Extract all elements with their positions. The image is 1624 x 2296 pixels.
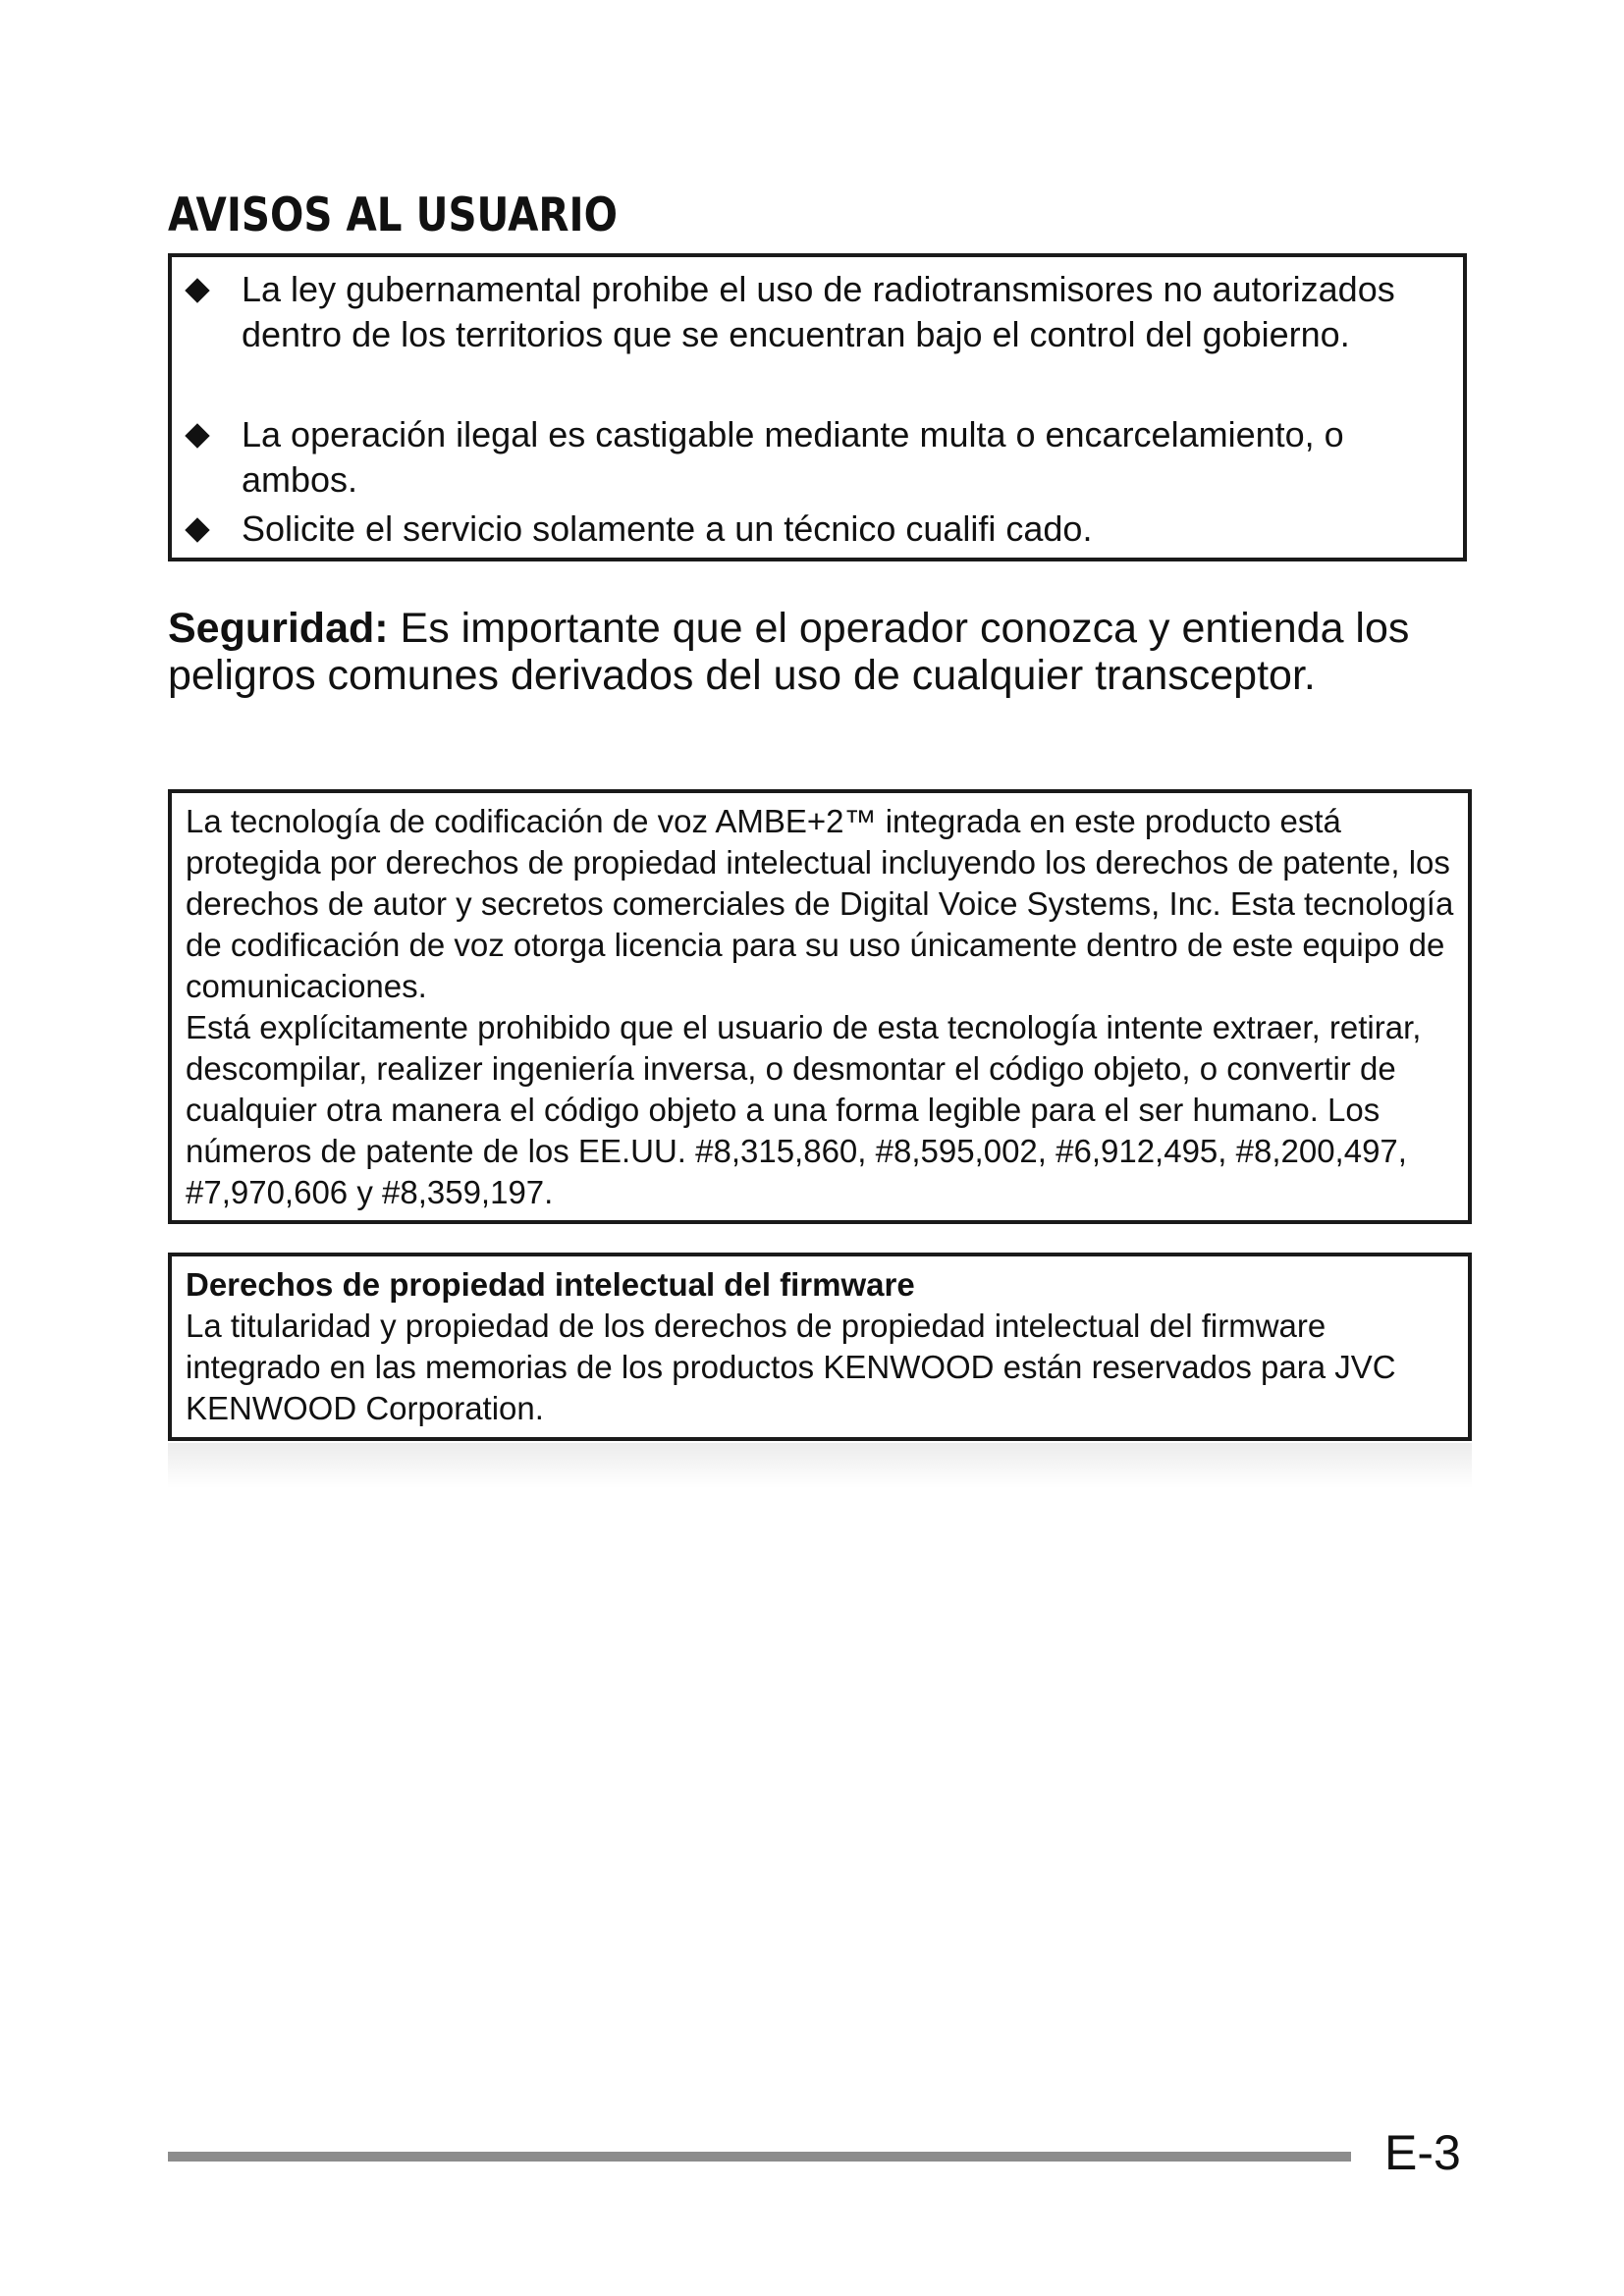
diamond-bullet-icon [185, 517, 209, 542]
page-number: E-3 [1384, 2125, 1461, 2180]
ambe-license-body [186, 801, 1462, 1213]
user-notices-box [168, 253, 1467, 561]
notice-text: Solicite el servicio solamente a un técnico cualifi cado. [242, 508, 1093, 549]
ambe-license-box [168, 789, 1472, 1224]
notice-text: La operación ilegal es castigable mediante multa o encarcelamiento, o ambos. [242, 414, 1344, 500]
diamond-bullet-icon [185, 423, 209, 448]
box-shadow [168, 1443, 1472, 1488]
firmware-rights-body [186, 1264, 1462, 1429]
diamond-bullet-icon [185, 278, 209, 302]
firmware-rights-title: Derechos de propiedad intelectual del firmware [186, 1266, 915, 1303]
notice-text: La ley gubernamental prohibe el uso de radiotransmisores no autorizados dentro de los territorios que se encuentran bajo el control del gobierno. [242, 269, 1395, 354]
ambe-paragraph-technology: La tecnología de codificación de voz AMBE+2™ integrada en este producto está protegida por derechos de propiedad intelectual incluyendo los derechos de patente, los derechos de autor y secretos comerciales de Digital Voice Systems, Inc. Esta tecnología de codificación de voz otorga licencia para su uso únicamente dentro de este equipo de comunicaciones. [186, 803, 1454, 1004]
safety-label: Seguridad: [168, 605, 389, 652]
safety-statement [168, 605, 1484, 699]
ambe-paragraph-prohibition: Está explícitamente prohibido que el usuario de esta tecnología intente extraer, retirar, descompilar, realizer ingeniería inversa, o desmontar el código objeto, o convertir de cualquier otra manera el código objeto a una forma legible para el ser humano. Los números de patente de los EE.UU. #8,315,860, #8,595,002, #6,912,495, #8,200,497, #7,970,606 y #8,359,197. [186, 1009, 1422, 1210]
page-title: AVISOS AL USUARIO [168, 188, 618, 242]
footer-rule [168, 2152, 1351, 2162]
firmware-rights-text: La titularidad y propiedad de los derechos de propiedad intelectual del firmware integrado en las memorias de los productos KENWOOD están reservados para JVC KENWOOD Corporation. [186, 1308, 1396, 1426]
firmware-rights-box [168, 1253, 1472, 1441]
safety-body: Es importante que el operador conozca y entienda los peligros comunes derivados del uso de cualquier transceptor. [168, 605, 1410, 699]
